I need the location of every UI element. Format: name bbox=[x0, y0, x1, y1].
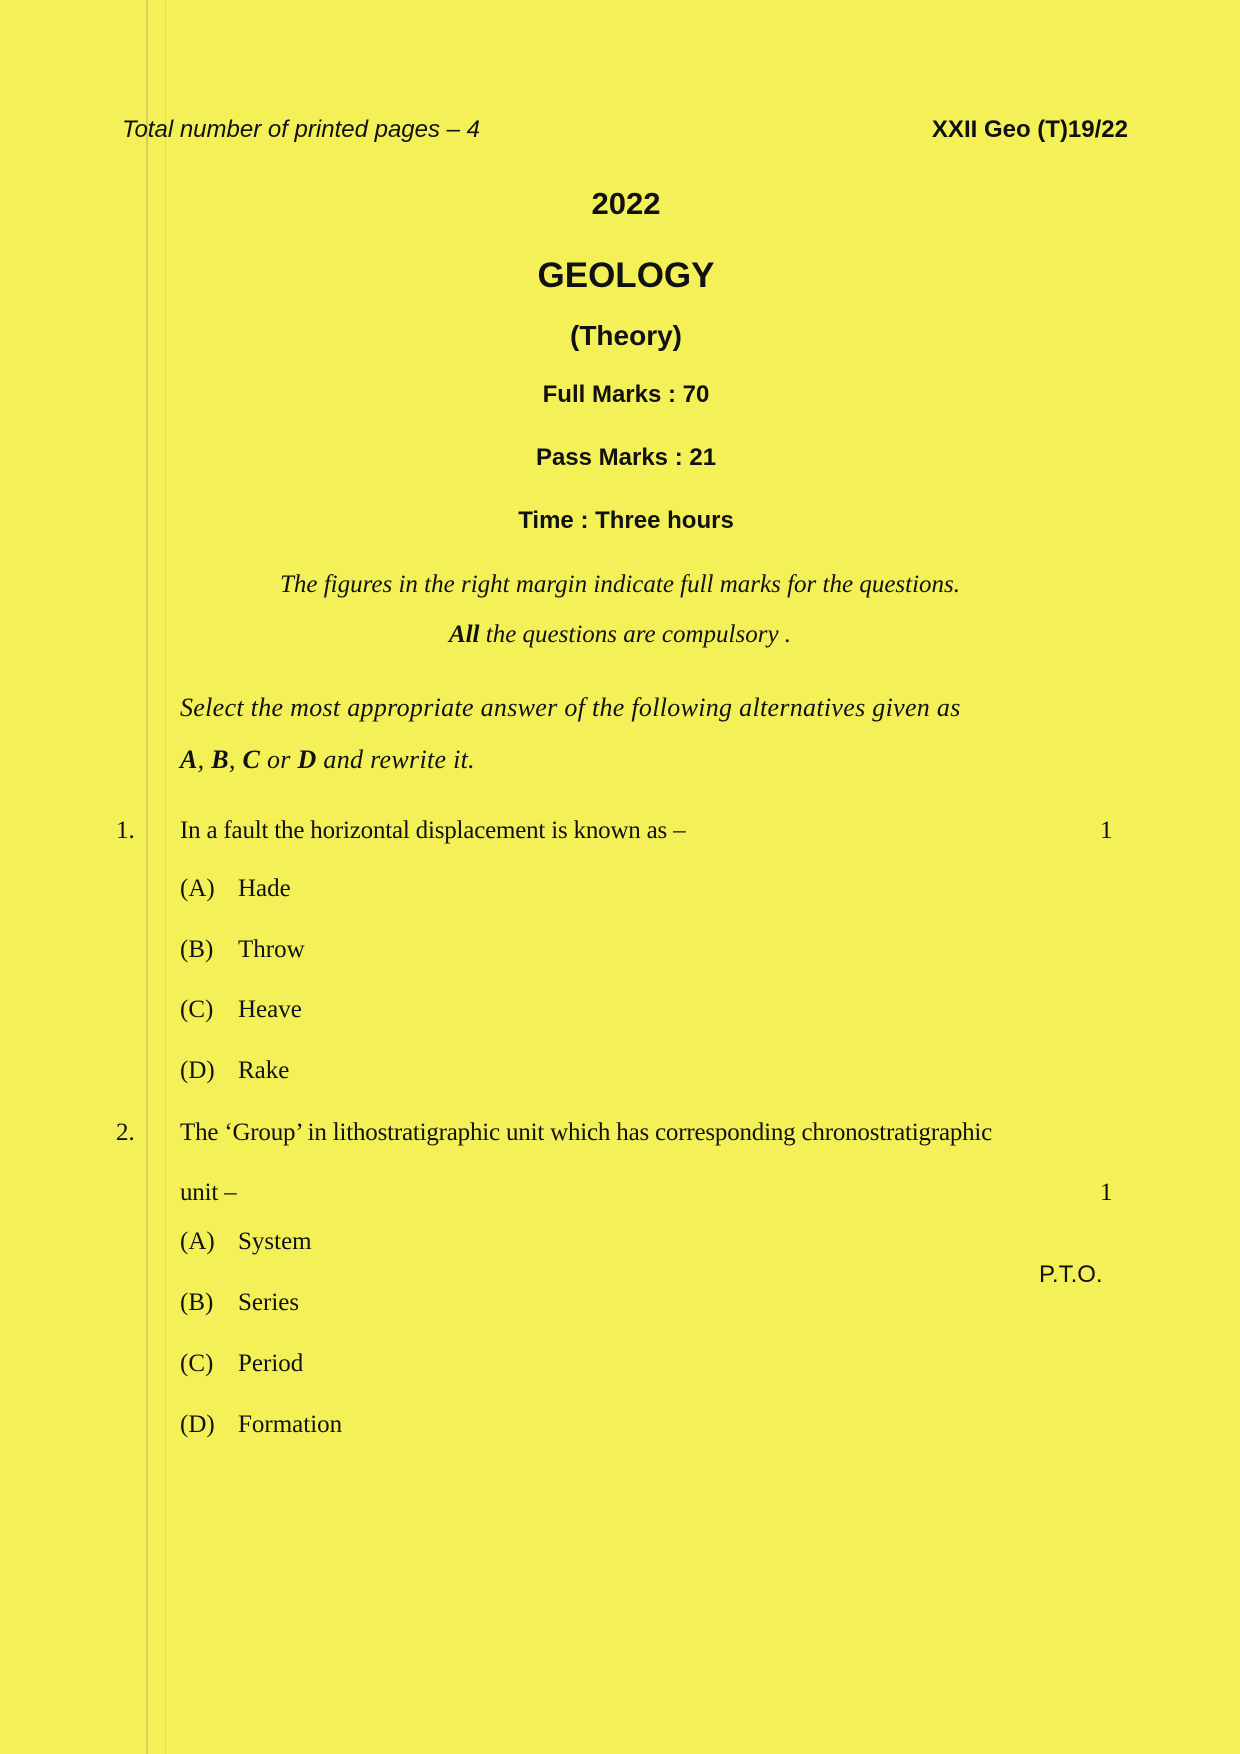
directive-text-end: and rewrite it. bbox=[316, 745, 475, 774]
option-label: (C) bbox=[180, 996, 214, 1023]
option-text: Throw bbox=[238, 936, 305, 963]
option-text: Rake bbox=[238, 1057, 290, 1084]
option-item bbox=[180, 1350, 303, 1378]
section-directive: Select the most appropriate answer of the following alternatives given as A, B, C or D and rewrite it. bbox=[180, 693, 961, 774]
option-text: Series bbox=[238, 1289, 300, 1316]
option-label: (D) bbox=[180, 1411, 215, 1438]
paper-type: (Theory) bbox=[570, 320, 682, 351]
question-text: The ‘Group’ in lithostratigraphic unit which has corresponding chronostratigraphic bbox=[180, 1119, 993, 1146]
question-number: 1. bbox=[116, 817, 135, 844]
option-text: Heave bbox=[238, 996, 302, 1023]
directive-option-b: B bbox=[211, 745, 229, 774]
directive-option-d: D bbox=[297, 745, 317, 774]
option-label: (B) bbox=[180, 1289, 214, 1316]
option-label: (D) bbox=[180, 1057, 215, 1084]
question-text-continued: unit – bbox=[180, 1179, 237, 1206]
option-text: Period bbox=[238, 1350, 304, 1377]
question-text: In a fault the horizontal displacement is known as – bbox=[180, 817, 686, 844]
option-item bbox=[180, 936, 305, 964]
margin-marks-instruction: The figures in the right margin indicate full marks for the questions. bbox=[279, 571, 961, 598]
compulsory-instruction bbox=[0, 621, 1240, 649]
option-text: Hade bbox=[238, 875, 291, 902]
option-item bbox=[180, 1411, 342, 1439]
option-item bbox=[180, 996, 302, 1024]
directive-option-c: C bbox=[242, 745, 261, 774]
directive-option-a: A bbox=[180, 745, 198, 774]
directive-or: or bbox=[260, 745, 298, 774]
question-marks: 1 bbox=[1100, 1179, 1113, 1206]
option-item bbox=[180, 1228, 312, 1256]
pass-marks: Pass Marks : 21 bbox=[535, 444, 717, 471]
exam-year: 2022 bbox=[591, 186, 661, 221]
question-marks: 1 bbox=[1100, 817, 1113, 844]
question-number: 2. bbox=[116, 1119, 135, 1146]
option-item bbox=[180, 875, 291, 903]
directive-text: Select the most appropriate answer of the following alternatives given as bbox=[180, 693, 961, 722]
option-item bbox=[180, 1289, 299, 1317]
option-text: Formation bbox=[238, 1411, 343, 1438]
option-label: (A) bbox=[180, 1228, 215, 1255]
option-label: (C) bbox=[180, 1350, 214, 1377]
option-label: (A) bbox=[180, 875, 215, 902]
subject-title: GEOLOGY bbox=[537, 256, 715, 295]
please-turn-over: P.T.O. bbox=[1039, 1261, 1103, 1288]
exam-time: Time : Three hours bbox=[518, 507, 734, 534]
paper-code: XXII Geo (T)19/22 bbox=[931, 116, 1128, 143]
compulsory-instruction-rest: the questions are compulsory . bbox=[479, 621, 792, 648]
full-marks: Full Marks : 70 bbox=[542, 381, 710, 408]
option-item bbox=[180, 1057, 289, 1085]
printed-pages-note: Total number of printed pages – 4 bbox=[122, 116, 481, 143]
option-text: System bbox=[238, 1228, 312, 1255]
compulsory-instruction-bold: All bbox=[448, 621, 480, 648]
option-label: (B) bbox=[180, 936, 214, 963]
